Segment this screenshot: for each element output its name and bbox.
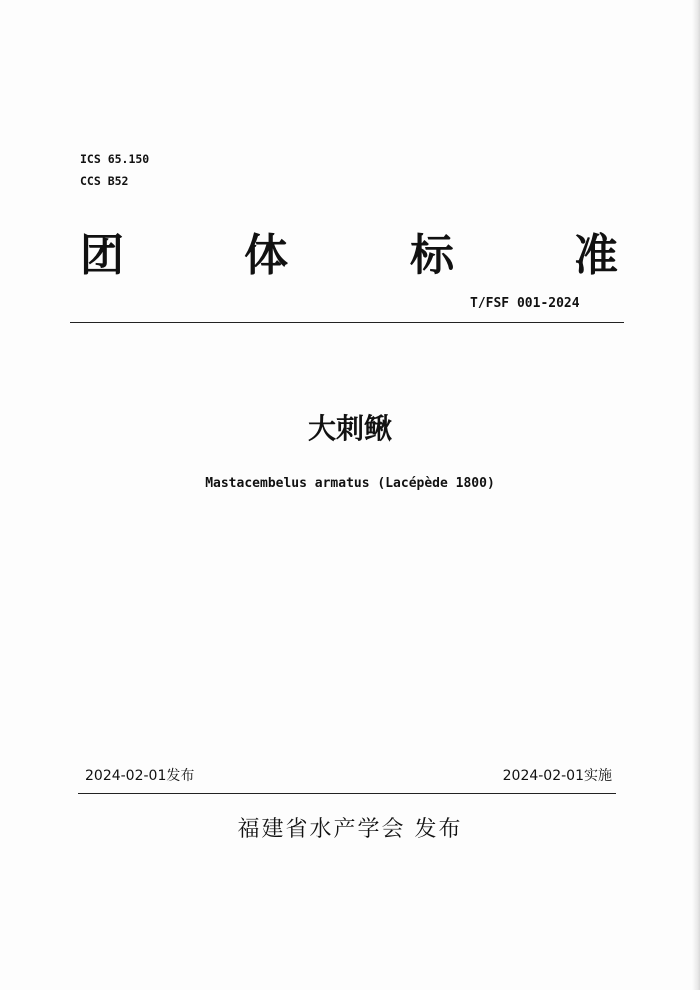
classification-codes (80, 148, 149, 192)
publisher: 福建省水产学会 发布 (237, 817, 463, 842)
standard-number: T/FSF 001-2024 (470, 296, 580, 311)
document-latin-title: Mastacembelus armatus (Lacépède 1800) (205, 476, 495, 491)
ccs-code: CCS B52 (80, 174, 129, 188)
standard-type-char-3: 标 (410, 230, 454, 281)
implementation-date: 2024-02-01实施 (502, 768, 612, 784)
standard-type-char-1: 团 (80, 230, 124, 281)
ics-code: ICS 65.150 (80, 152, 150, 166)
standard-type-heading (80, 226, 620, 286)
standard-type-char-2: 体 (244, 230, 288, 281)
footer-divider (78, 793, 616, 794)
document-title: 大刺鳅 (307, 412, 392, 445)
header-divider (70, 322, 624, 323)
issue-date: 2024-02-01发布 (85, 768, 195, 784)
standard-type-char-4: 准 (574, 230, 618, 281)
